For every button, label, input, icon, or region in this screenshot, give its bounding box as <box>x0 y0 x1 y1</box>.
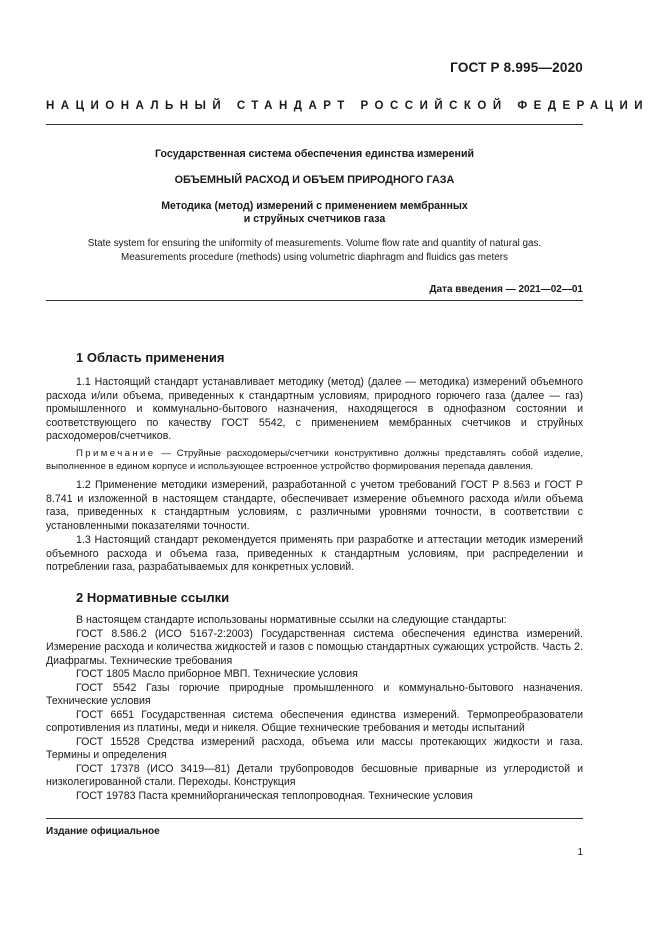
document-number: ГОСТ Р 8.995—2020 <box>450 60 583 75</box>
system-title: Государственная система обеспечения единства измерений <box>155 148 474 160</box>
english-title-line1: State system for ensuring the uniformity of measurements. Volume flow rate and quantity of natural gas. <box>87 238 542 249</box>
section1-paragraph-2 <box>46 479 583 533</box>
english-title-line2: Measurements procedure (methods) using volumetric diaphragm and fluidics gas meters <box>121 251 508 263</box>
reference-item: ГОСТ 15528 Средства измерений расхода, объема или массы протекающих жидкости и газа. Термины и определения <box>46 735 583 761</box>
middle-divider <box>46 300 583 301</box>
section1-note <box>46 447 583 473</box>
section1-heading: 1 Область применения <box>76 350 225 365</box>
method-title <box>46 200 583 226</box>
section1-paragraph-1 <box>46 376 583 444</box>
section2-heading: 2 Нормативные ссылки <box>76 590 230 605</box>
top-divider <box>46 124 583 125</box>
effective-date: Дата введения — 2021—02—01 <box>429 284 583 295</box>
section2-body <box>46 614 583 803</box>
official-edition-label: Издание официальное <box>46 826 160 837</box>
main-title: ОБЪЕМНЫЙ РАСХОД И ОБЪЕМ ПРИРОДНОГО ГАЗА <box>174 174 455 186</box>
paragraph-1-3: 1.3 Настоящий стандарт рекомендуется применять при разработке и аттестации методик измерений объемного расхода и объема газа, приведенных к стандартным условиям, при распределении и потреблении газа, разрабатываемых для конкретных условий. <box>46 534 583 573</box>
reference-item: ГОСТ 17378 (ИСО 3419—81) Детали трубопроводов бесшовные приварные из углеродистой и низколегированной стали. Переходы. Конструкция <box>46 762 583 788</box>
bottom-divider <box>46 818 583 819</box>
reference-item: ГОСТ 1805 Масло приборное МВП. Технические условия <box>76 668 358 680</box>
paragraph-1-2: 1.2 Применение методики измерений, разработанной с учетом требований ГОСТ Р 8.563 и ГОСТ Р 8.741 и изложенной в настоящем стандарте, обеспечивает измерение объемного расхода и/или объема газа, приведенных к стандартным условиям, с различными уровнями точности, в соответствии с установленными показателями точности. <box>46 479 583 532</box>
reference-item: ГОСТ 19783 Паста кремнийорганическая теплопроводная. Технические условия <box>76 789 473 802</box>
method-title-line2: и струйных счетчиков газа <box>243 213 386 225</box>
method-title-line1: Методика (метод) измерений с применением мембранных <box>161 200 468 212</box>
note-label: Примечание <box>76 448 156 459</box>
note-text: — Струйные расходомеры/счетчики конструктивно должны представлять собой изделие, выполненное в едином корпусе и использующее встроенное устройство формирования перепада давления. <box>46 448 583 472</box>
national-standard-title: НАЦИОНАЛЬНЫЙ СТАНДАРТ РОССИЙСКОЙ ФЕДЕРАЦИИ <box>46 100 650 112</box>
english-title <box>46 237 583 264</box>
paragraph-1-1: 1.1 Настоящий стандарт устанавливает методику (метод) (далее — методика) измерений объемного расхода и/или объема, приведенных к стандартным условиям, природного горючего газа (далее — газ) промышленного и коммунально-бытового назначения, находящегося в однофазном состоянии и соответствующего по качеству ГОСТ 5542, с применением мембранных счетчиков и струйных расходомеров/счетчиков. <box>46 376 583 442</box>
reference-item: ГОСТ 6651 Государственная система обеспечения единства измерений. Термопреобразователи сопротивления из платины, меди и никеля. Общие технические требования и методы испытаний <box>46 708 583 734</box>
reference-item: ГОСТ 5542 Газы горючие природные промышленного и коммунально-бытового назначения. Технические условия <box>46 681 583 707</box>
section1-paragraph-3 <box>46 534 583 575</box>
references-intro: В настоящем стандарте использованы нормативные ссылки на следующие стандарты: <box>76 614 507 626</box>
page-number: 1 <box>577 847 583 858</box>
reference-item: ГОСТ 8.586.2 (ИСО 5167-2:2003) Государственная система обеспечения единства измерений. Измерение расхода и количества жидкостей и газов с помощью стандартных сужающих устройств. Часть 2. Диафрагмы. Технические требования <box>46 627 583 667</box>
